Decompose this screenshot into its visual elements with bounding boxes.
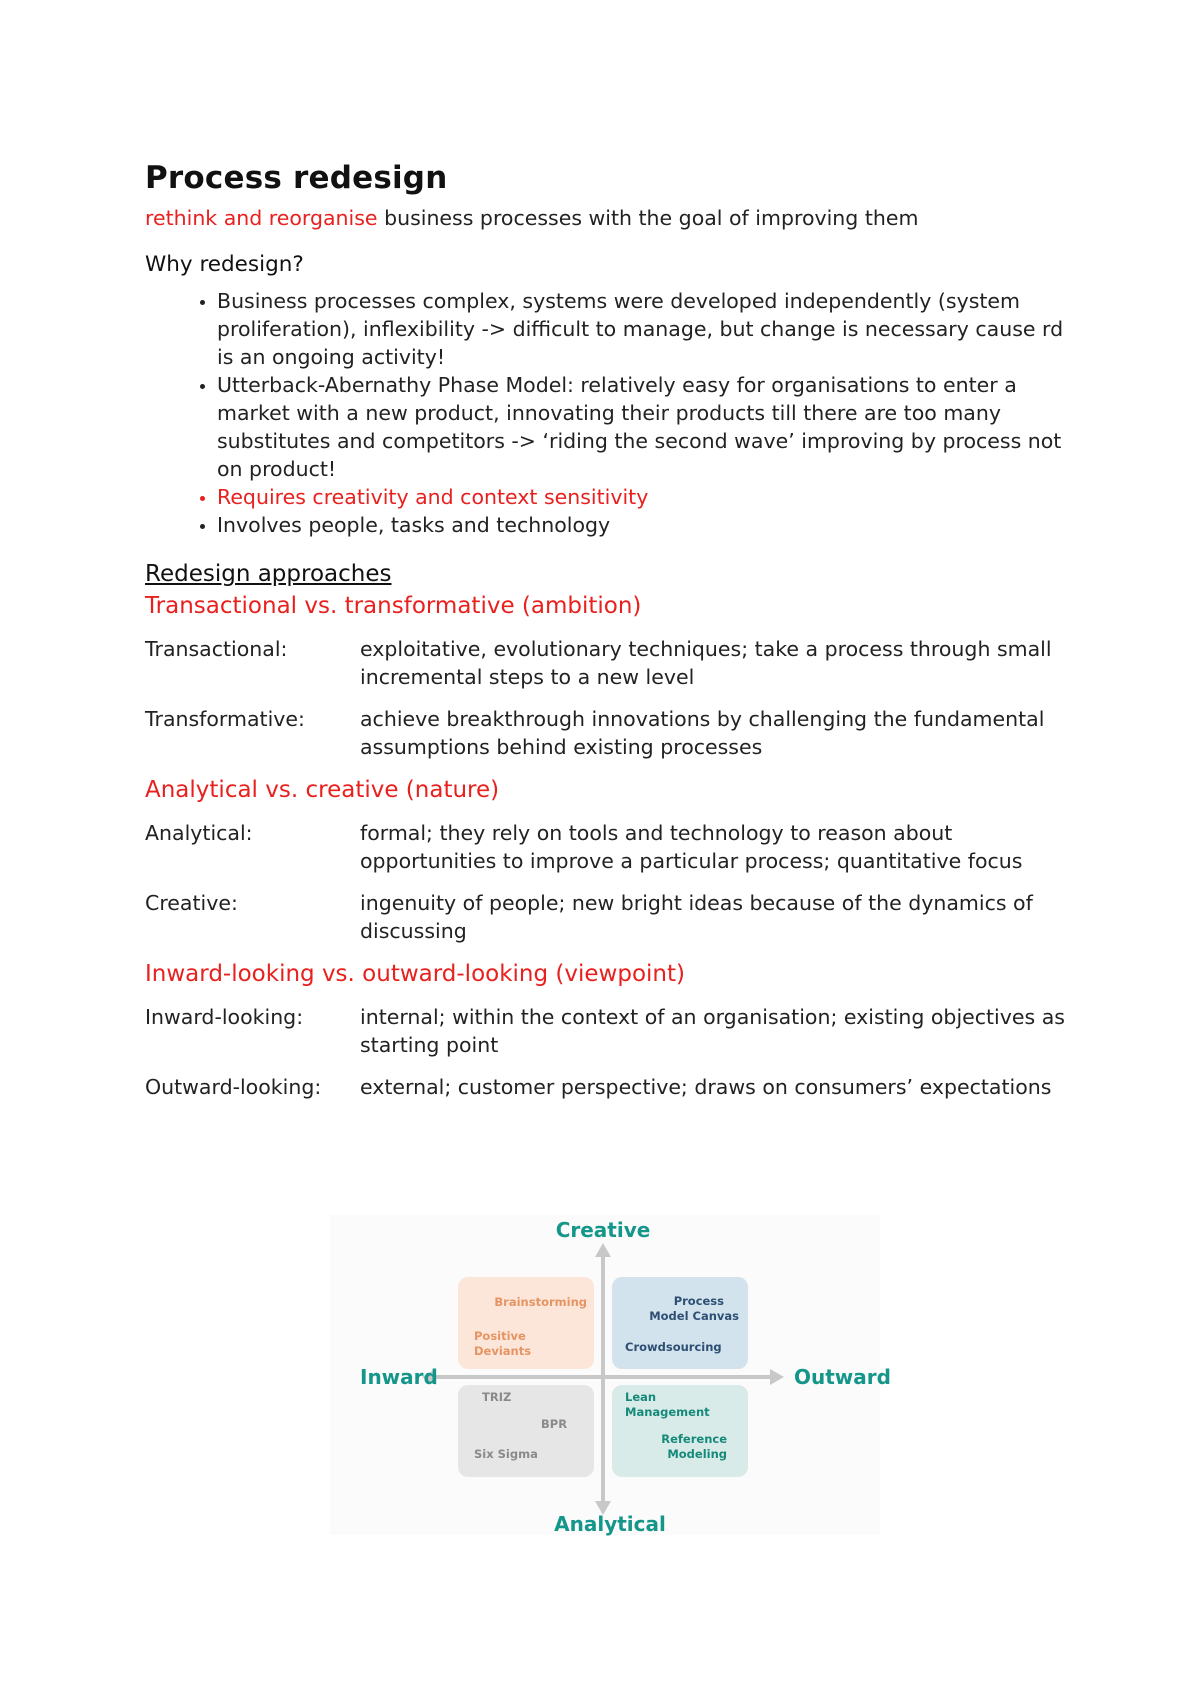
document-page (145, 160, 1075, 1101)
method-model-canvas: Model Canvas (649, 1309, 739, 1323)
definition-desc: ingenuity of people; new bright ideas because of the dynamics of discussing (360, 891, 1033, 943)
method-reference: Reference (661, 1432, 727, 1446)
axis-label-left: Inward (360, 1365, 438, 1389)
definition-term: Creative: (145, 891, 238, 915)
definition-desc: internal; within the context of an organisation; existing objectives as starting point (360, 1005, 1065, 1057)
subtitle-rest: business processes with the goal of improving them (377, 206, 919, 230)
group-viewpoint-title: Inward-looking vs. outward-looking (viewpoint) (145, 961, 685, 987)
definition-term: Transactional: (145, 637, 288, 661)
why-list (145, 287, 1075, 539)
method-deviants: Deviants (474, 1344, 532, 1358)
approaches-heading: Redesign approaches (145, 561, 392, 587)
method-bpr: BPR (541, 1417, 568, 1431)
definition-row (145, 635, 1075, 691)
why-bullet-1: • Business processes complex, systems were developed independently (system proliferation), inflexibility -> difficult to manage, but change is necessary cause rd is an ongoing activity! (217, 287, 1075, 371)
method-positive: Positive (474, 1329, 526, 1343)
axis-label-top: Creative (555, 1218, 651, 1242)
diagram-svg (330, 1215, 891, 1536)
method-brainstorming: Brainstorming (494, 1295, 587, 1309)
method-modeling: Modeling (667, 1447, 727, 1461)
subtitle-highlight: rethink and reorganise (145, 206, 378, 230)
axis-label-right: Outward (794, 1365, 891, 1389)
definition-row (145, 705, 1075, 761)
definition-desc: exploitative, evolutionary techniques; take a process through small incremental steps to a new level (360, 637, 1052, 689)
why-heading: Why redesign? (145, 252, 304, 277)
method-six-sigma: Six Sigma (474, 1447, 538, 1461)
definition-desc: formal; they rely on tools and technology to reason about opportunities to improve a particular process; quantitative focus (360, 821, 1023, 873)
why-bullet-4: • Involves people, tasks and technology (217, 511, 1075, 539)
arrow-up-icon (595, 1243, 611, 1257)
definition-term: Outward-looking: (145, 1075, 322, 1099)
method-process: Process (673, 1294, 724, 1308)
why-bullet-2: • Utterback-Abernathy Phase Model: relatively easy for organisations to enter a market with a new product, innovating their products till there are too many substitutes and competitors -> ‘riding the second wave’ improving by process not on product! (217, 371, 1075, 483)
group-nature-title: Analytical vs. creative (nature) (145, 777, 500, 803)
method-crowdsourcing: Crowdsourcing (625, 1340, 722, 1354)
axis-label-bottom: Analytical (554, 1512, 666, 1536)
quadrant-creative-outward (612, 1277, 748, 1369)
definition-row (145, 1003, 1075, 1059)
why-bullet-3: • Requires creativity and context sensitivity (217, 483, 1075, 511)
definition-row (145, 889, 1075, 945)
method-lean: Lean (625, 1390, 657, 1404)
definition-term: Inward-looking: (145, 1005, 304, 1029)
definition-row (145, 1073, 1075, 1101)
method-triz: TRIZ (482, 1390, 512, 1404)
method-management: Management (625, 1405, 710, 1419)
definition-term: Transformative: (145, 707, 305, 731)
definition-row (145, 819, 1075, 875)
arrow-right-icon (770, 1369, 784, 1385)
redesign-approaches-diagram (330, 1215, 891, 1536)
page-title: Process redesign (145, 160, 448, 196)
definition-term: Analytical: (145, 821, 253, 845)
subtitle (145, 206, 1075, 230)
quadrant-analytical-inward (458, 1385, 594, 1477)
definition-desc: achieve breakthrough innovations by challenging the fundamental assumptions behind existing processes (360, 707, 1045, 759)
definition-desc: external; customer perspective; draws on consumers’ expectations (360, 1075, 1052, 1099)
group-ambition-title: Transactional vs. transformative (ambition) (145, 593, 642, 619)
